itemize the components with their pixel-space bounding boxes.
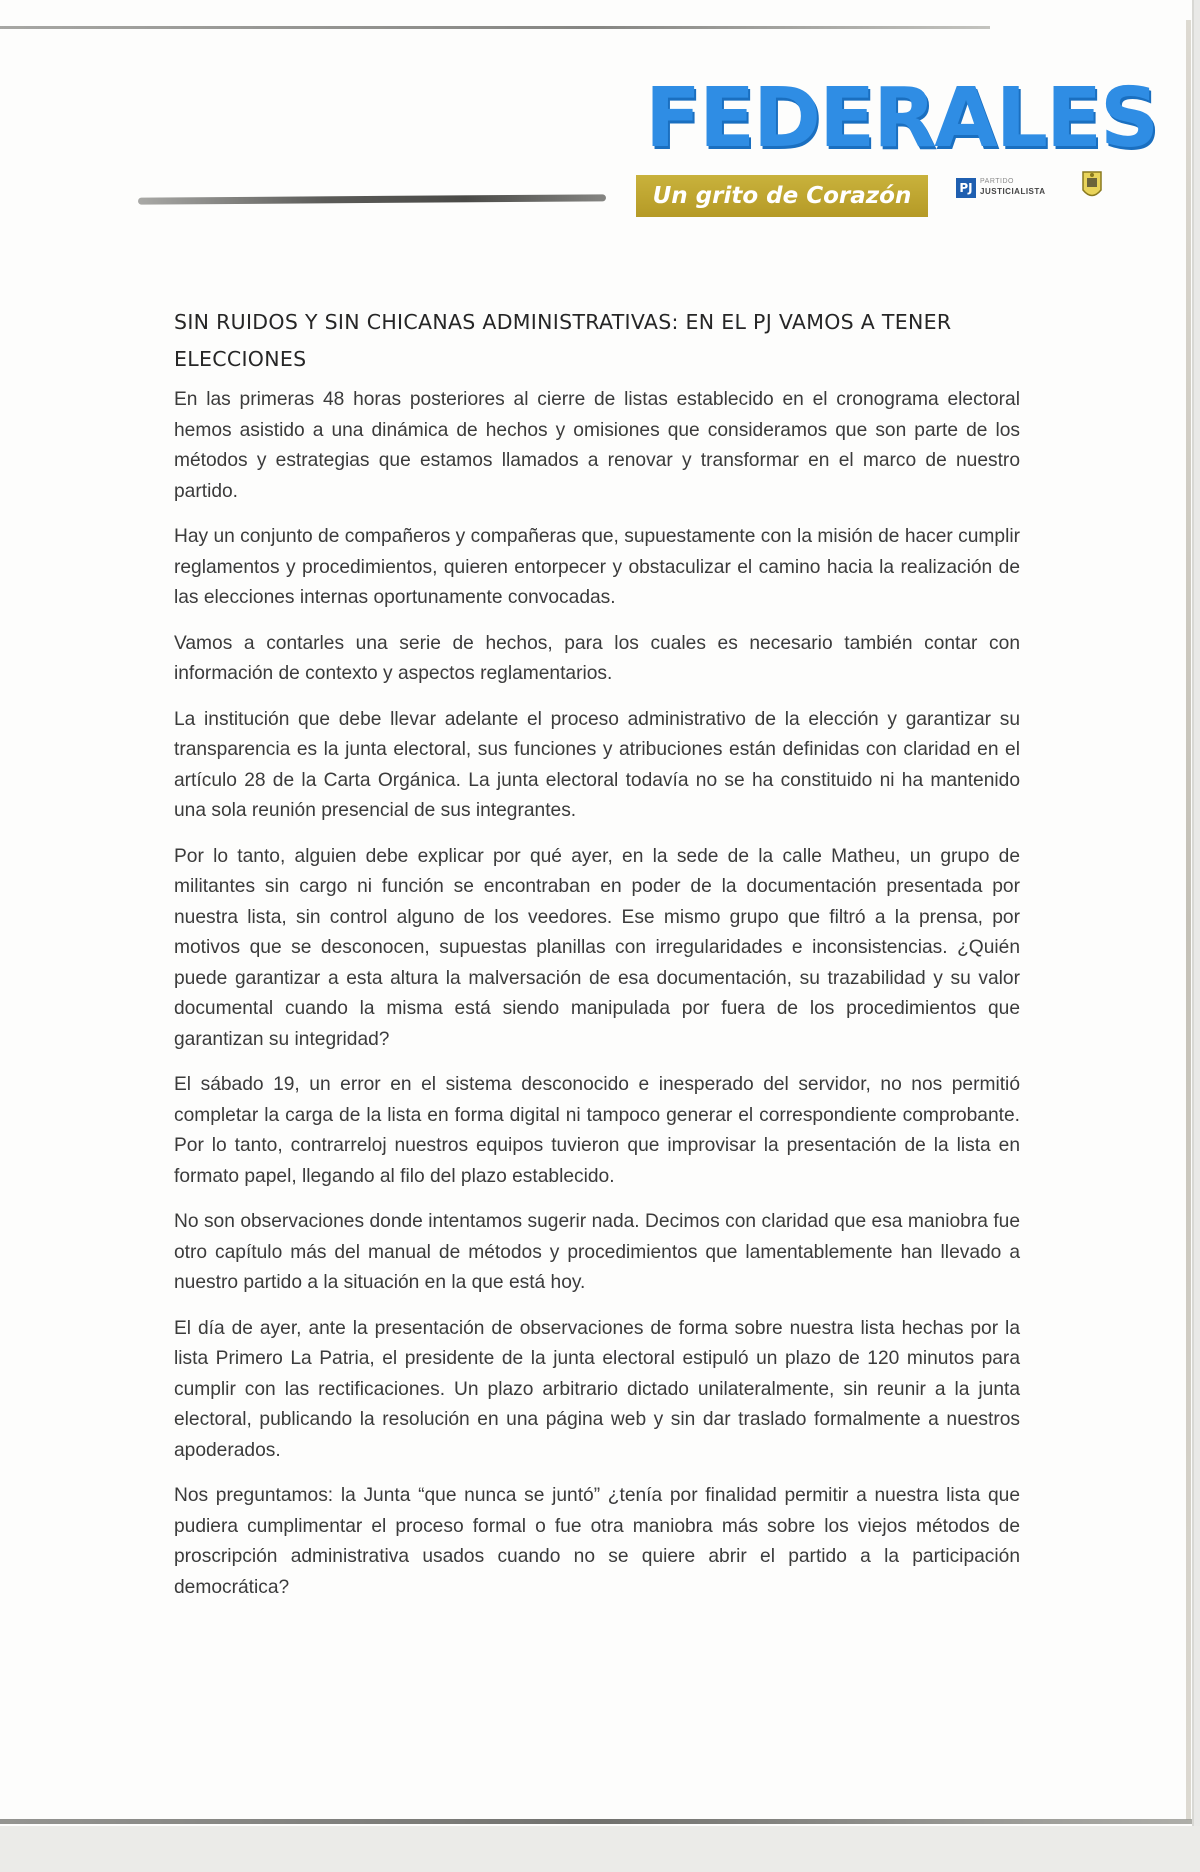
paragraph: La institución que debe llevar adelante el proceso administrativo de la elección y garantizar su transparencia es la junta electoral, sus funciones y atribuciones están definidas con claridad en el artículo 28 de la Carta Orgánica. La junta electoral todavía no se ha constituido ni ha mantenido una sola reunión presencial de sus integrantes. [174,708,1020,821]
paragraph: El día de ayer, ante la presentación de observaciones de forma sobre nuestra lista hechas por la lista Primero La Patria, el presidente de la junta electoral estipuló un plazo de 120 minutos para cumplir con las rectificaciones. Un plazo arbitrario dictado unilateralmente, sin reunir a la junta electoral, publicando la resolución en una página web y sin dar traslado formalmente a nuestros apoderados. [174,1317,1020,1461]
party-logo [956,178,1066,200]
page-edge [1186,20,1191,1820]
brand-title: FEDERALES [645,71,1158,166]
document-title: SIN RUIDOS Y SIN CHICANAS ADMINISTRATIVAS: EN EL PJ VAMOS A TENER ELECCIONES [174,310,952,371]
document-body [174,385,1020,1618]
paragraph: En las primeras 48 horas posteriores al cierre de listas establecido en el cronograma electoral hemos asistido a una dinámica de hechos y omisiones que consideramos que son parte de los métodos y estrategias que estamos llamados a renovar y transformar en el marco de nuestro partido. [174,389,1020,502]
paragraph: Por lo tanto, alguien debe explicar por qué ayer, en la sede de la calle Matheu, un grupo de militantes sin cargo ni función se encontraban en poder de la documentación presentada por nuestra lista, sin control alguno de los veedores. Ese mismo grupo que filtró a la prensa, por motivos que se desconocen, supuestas planillas con irregularidades e inconsistencias. ¿Quién puede garantizar a esta altura la malversación de esa documentación, su trazabilidad y su valor documental cuando la misma está siendo manipulada por fuera de los procedimientos que garantizan su integridad? [174,845,1020,1050]
paragraph: Nos preguntamos: la Junta “que nunca se juntó” ¿tenía por finalidad permitir a nuestra lista que pudiera cumplimentar el proceso formal o fue otra maniobra más sobre los viejos métodos de proscripción administrativa usados cuando no se quiere abrir el partido a la participación democrática? [174,1485,1020,1598]
background-surface [0,1826,1200,1872]
paragraph: No son observaciones donde intentamos sugerir nada. Decimos con claridad que esa maniobra fue otro capítulo más del manual de métodos y procedimientos que lamentablemente han llevado a nuestro partido a la situación en la que está hoy. [174,1211,1020,1293]
slogan-banner: Un grito de Corazón [636,175,928,217]
paragraph: Vamos a contarles una serie de hechos, para los cuales es necesario también contar con información de contexto y aspectos reglamentarios. [174,632,1020,684]
paragraph: Hay un conjunto de compañeros y compañeras que, supuestamente con la misión de hacer cumplir reglamentos y procedimientos, quieren entorpecer y obstaculizar el camino hacia la realización de las elecciones internas oportunamente convocadas. [174,526,1020,608]
party-small-label: PARTIDO [980,178,1014,185]
party-name: JUSTICIALISTA [980,187,1046,196]
party-emblem-icon [1081,168,1103,202]
top-rule [0,26,990,29]
bottom-rule [0,1819,1192,1824]
pj-badge: PJ [956,178,976,198]
header-divider [138,194,606,204]
paragraph: El sábado 19, un error en el sistema desconocido e inesperado del servidor, no nos permitió completar la carga de la lista en forma digital ni tampoco generar el correspondiente comprobante. Por lo tanto, contrarreloj nuestros equipos tuvieron que improvisar la presentación de la lista en formato papel, llegando al filo del plazo establecido. [174,1074,1020,1187]
